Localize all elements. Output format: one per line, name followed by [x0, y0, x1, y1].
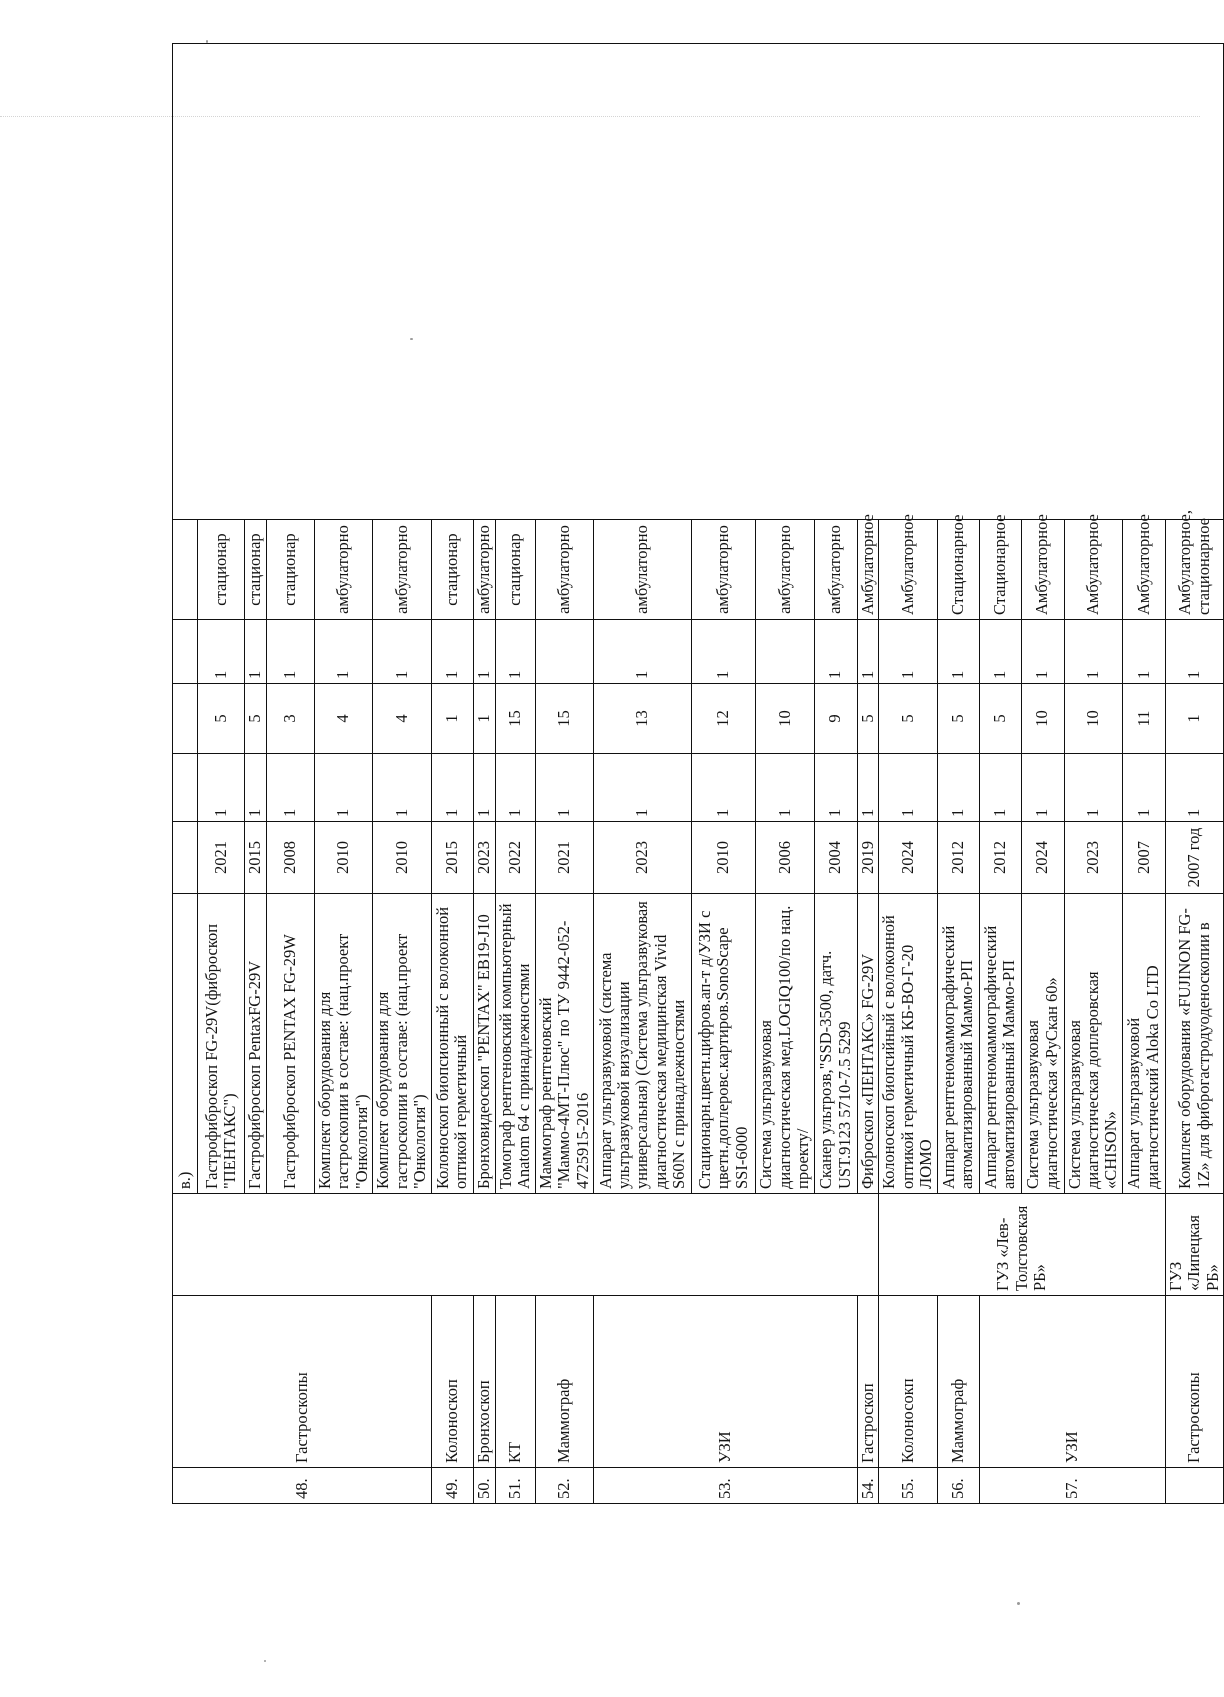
year-cell: 2024: [879, 822, 937, 894]
shifts-cell: 1: [473, 620, 495, 684]
scan-speck: [1017, 1602, 1020, 1605]
row-number: 54.: [857, 1468, 878, 1504]
equipment-name: Аппарат рентгеномаммографический автоматизированный Маммо-РП: [937, 894, 979, 1194]
shifts-cell: 1: [937, 620, 979, 684]
mode-cell: стационар: [431, 520, 473, 620]
equipment-type: Гастроскопы: [1165, 1296, 1223, 1468]
organization-name: ГУЗ «Лев-Толстовская РБ»: [879, 1194, 1166, 1296]
scan-speck: [264, 1660, 266, 1662]
load-cell: 11: [1122, 684, 1165, 754]
equipment-name: в.): [173, 894, 198, 1194]
year-cell: 2008: [267, 822, 315, 894]
year-cell: 2012: [937, 822, 979, 894]
count-cell: 1: [692, 754, 756, 822]
equipment-name: Бронховидеоскоп "PENTAX" EB19-J10: [473, 894, 495, 1194]
mode-cell: амбулаторно: [814, 520, 857, 620]
load-cell: 4: [373, 684, 431, 754]
count-cell: 1: [1021, 754, 1064, 822]
count-cell: 1: [267, 754, 315, 822]
load-cell: 1: [1165, 684, 1223, 754]
row-number: 49.: [431, 1468, 473, 1504]
count-cell: 1: [937, 754, 979, 822]
row-number: 51.: [495, 1468, 535, 1504]
year-cell: 2010: [373, 822, 431, 894]
equipment-name: Томограф рентгеновский компьютерный Anatom 64 с принадлежностями: [495, 894, 535, 1194]
mode-cell: амбулаторно: [373, 520, 431, 620]
equipment-name: Комплект оборудования «FUJINON FG-1Z» для фиброгастродуоденоскопии в: [1165, 894, 1223, 1194]
load-cell: [173, 684, 198, 754]
year-cell: 2010: [315, 822, 373, 894]
count-cell: 1: [857, 754, 878, 822]
equipment-type: УЗИ: [594, 1296, 857, 1468]
count-cell: 1: [979, 754, 1021, 822]
year-cell: 2004: [814, 822, 857, 894]
load-cell: 5: [857, 684, 878, 754]
organization-cell: [173, 1194, 879, 1296]
count-cell: 1: [1122, 754, 1165, 822]
equipment-name: Маммограф рентгеновский "Маммо-4МТ-Плюс" по ТУ 9442-052-4725915-2016: [535, 894, 593, 1194]
load-cell: 5: [879, 684, 937, 754]
equipment-name: Система ультразвуковая диагностическая мед.LOGIQ100/по нац. проекту/: [756, 894, 814, 1194]
shifts-cell: 1: [1122, 620, 1165, 684]
mode-cell: амбулаторно: [473, 520, 495, 620]
equipment-name: Система ультразвуковая диагностическая доплеровская «CHISON»: [1064, 894, 1122, 1194]
load-cell: 10: [1021, 684, 1064, 754]
count-cell: 1: [473, 754, 495, 822]
mode-cell: стационар: [495, 520, 535, 620]
year-cell: 2010: [692, 822, 756, 894]
shifts-cell: [535, 620, 593, 684]
mode-cell: Амбулаторное, стационарное: [1165, 520, 1223, 620]
mode-cell: амбулаторно: [756, 520, 814, 620]
equipment-type: Колоносокп: [879, 1296, 937, 1468]
mode-cell: стационар: [245, 520, 267, 620]
year-cell: 2023: [594, 822, 692, 894]
row-number: 52.: [535, 1468, 593, 1504]
load-cell: 15: [535, 684, 593, 754]
count-cell: 1: [1064, 754, 1122, 822]
year-cell: 2022: [495, 822, 535, 894]
count-cell: 1: [535, 754, 593, 822]
load-cell: 5: [198, 684, 245, 754]
shifts-cell: 1: [198, 620, 245, 684]
mode-cell: Амбулаторное: [879, 520, 937, 620]
shifts-cell: 1: [495, 620, 535, 684]
load-cell: 13: [594, 684, 692, 754]
row-number: 56.: [937, 1468, 979, 1504]
equipment-type: Колоноскоп: [431, 1296, 473, 1468]
count-cell: [173, 754, 198, 822]
year-cell: 2019: [857, 822, 878, 894]
shifts-cell: 1: [1064, 620, 1122, 684]
count-cell: 1: [814, 754, 857, 822]
equipment-name: Комплект оборудования для гастроскопии в составе: (нац.проект "Онкология"): [373, 894, 431, 1194]
mode-cell: Стационарное: [979, 520, 1021, 620]
rotated-landscape-page: [172, 144, 1222, 1504]
equipment-type: Маммограф: [535, 1296, 593, 1468]
shifts-cell: 1: [1165, 620, 1223, 684]
equipment-type: Бронхоскоп: [473, 1296, 495, 1468]
equipment-name: Аппарат ультразвуковой диагностический Aloka Co LTD: [1122, 894, 1165, 1194]
equipment-name: Аппарат ультразвуковой (система ультразвуковой визуализации универсальная) (Система ультразвуковая диагностическая медицинская Vivid S60N с принадлежностями: [594, 894, 692, 1194]
load-cell: 4: [315, 684, 373, 754]
mode-cell: Амбулаторное: [857, 520, 878, 620]
shifts-cell: 1: [879, 620, 937, 684]
equipment-name: Гастрофиброскоп FG-29V(фиброскоп "ПЕНТАКС"): [198, 894, 245, 1194]
year-cell: 2023: [473, 822, 495, 894]
count-cell: 1: [756, 754, 814, 822]
equipment-name: Стационарн.цветн.цифров.ап-т д/УЗИ с цветн.доплеровс.картиров.SonoScape SSI-6000: [692, 894, 756, 1194]
row-number: 53.: [594, 1468, 857, 1504]
organization-name: ГУЗ «Липецкая РБ»: [1165, 1194, 1223, 1296]
shifts-cell: 1: [267, 620, 315, 684]
count-cell: 1: [431, 754, 473, 822]
year-cell: 2021: [198, 822, 245, 894]
year-cell: 2007 год: [1165, 822, 1223, 894]
load-cell: 12: [692, 684, 756, 754]
year-cell: 2023: [1064, 822, 1122, 894]
mode-cell: амбулаторно: [692, 520, 756, 620]
load-cell: 3: [267, 684, 315, 754]
shifts-cell: [756, 620, 814, 684]
mode-cell: [173, 520, 198, 620]
count-cell: 1: [1165, 754, 1223, 822]
year-cell: 2015: [245, 822, 267, 894]
equipment-type: Маммограф: [937, 1296, 979, 1468]
equipment-name: Колоноскоп биопсионный с волоконной оптикой герметичный: [431, 894, 473, 1194]
count-cell: 1: [495, 754, 535, 822]
year-cell: 2024: [1021, 822, 1064, 894]
row-number: 50.: [473, 1468, 495, 1504]
mode-cell: амбулаторно: [535, 520, 593, 620]
count-cell: 1: [315, 754, 373, 822]
equipment-name: Система ультразвуковая диагностическая «РуСкан 60»: [1021, 894, 1064, 1194]
shifts-cell: 1: [594, 620, 692, 684]
year-cell: 2006: [756, 822, 814, 894]
year-cell: 2015: [431, 822, 473, 894]
count-cell: 1: [594, 754, 692, 822]
row-number: [1165, 1468, 1223, 1504]
mode-cell: амбулаторно: [594, 520, 692, 620]
mode-cell: стационар: [267, 520, 315, 620]
shifts-cell: 1: [692, 620, 756, 684]
load-cell: 1: [431, 684, 473, 754]
shifts-cell: [173, 620, 198, 684]
shifts-cell: 1: [857, 620, 878, 684]
equipment-name: Сканер ультрозв,"SSD-3500, датч. UST.9123 5710-7.5 5299: [814, 894, 857, 1194]
count-cell: 1: [245, 754, 267, 822]
count-cell: 1: [373, 754, 431, 822]
table-row: [173, 44, 198, 1504]
row-number: 55.: [879, 1468, 937, 1504]
load-cell: 15: [495, 684, 535, 754]
equipment-name: Гастрофиброскоп PENTAX FG-29W: [267, 894, 315, 1194]
load-cell: 9: [814, 684, 857, 754]
mode-cell: Амбулаторное: [1064, 520, 1122, 620]
equipment-name: Аппарат рентгеномаммографический автоматизированный Маммо-РП: [979, 894, 1021, 1194]
year-cell: 2012: [979, 822, 1021, 894]
equipment-type: Гастроскоп: [857, 1296, 878, 1468]
mode-cell: Амбулаторное: [1122, 520, 1165, 620]
year-cell: 2021: [535, 822, 593, 894]
mode-cell: Амбулаторное: [1021, 520, 1064, 620]
load-cell: 5: [937, 684, 979, 754]
row-number: 57.: [979, 1468, 1165, 1504]
shifts-cell: 1: [315, 620, 373, 684]
load-cell: 5: [979, 684, 1021, 754]
equipment-type: УЗИ: [979, 1296, 1165, 1468]
equipment-name: Гастрофиброскоп PentaxFG-29V: [245, 894, 267, 1194]
shifts-cell: 1: [1021, 620, 1064, 684]
mode-cell: амбулаторно: [315, 520, 373, 620]
year-cell: [173, 822, 198, 894]
load-cell: 10: [1064, 684, 1122, 754]
shifts-cell: 1: [373, 620, 431, 684]
equipment-table: [172, 43, 1224, 1504]
load-cell: 1: [473, 684, 495, 754]
mode-cell: Стационарное: [937, 520, 979, 620]
count-cell: 1: [879, 754, 937, 822]
shifts-cell: 1: [245, 620, 267, 684]
blank-right-column: [173, 44, 1224, 520]
equipment-type: Гастроскопы: [173, 1296, 432, 1468]
equipment-name: Фиброскоп «ПЕНТАКС» FG-29V: [857, 894, 878, 1194]
load-cell: 5: [245, 684, 267, 754]
equipment-name: Колоноскоп биопсийный с волоконной оптикой герметичный КБ-ВО-Г-20 ЛОМО: [879, 894, 937, 1194]
count-cell: 1: [198, 754, 245, 822]
year-cell: 2007: [1122, 822, 1165, 894]
equipment-name: Комплект оборудования для гастроскопии в составе: (нац.проект "Онкология"): [315, 894, 373, 1194]
load-cell: 10: [756, 684, 814, 754]
mode-cell: стационар: [198, 520, 245, 620]
shifts-cell: 1: [979, 620, 1021, 684]
shifts-cell: 1: [431, 620, 473, 684]
row-number: 48.: [173, 1468, 432, 1504]
equipment-type: КТ: [495, 1296, 535, 1468]
shifts-cell: 1: [814, 620, 857, 684]
